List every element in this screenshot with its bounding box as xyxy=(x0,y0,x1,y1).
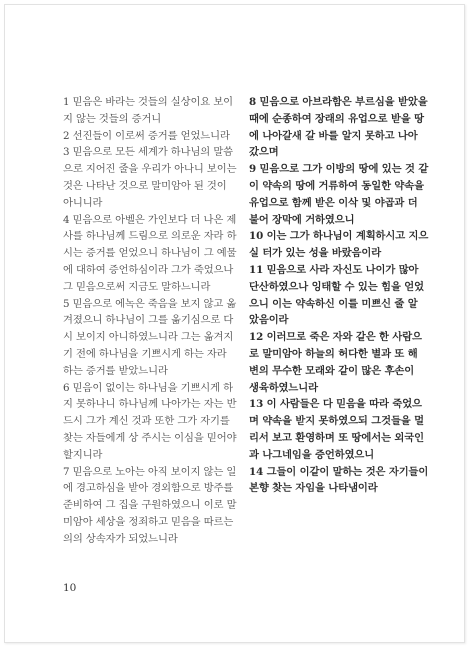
text-line: 9 믿음으로 그가 이방의 땅에 있는 것 같 xyxy=(249,163,429,176)
text-line: 에 대하여 증언하심이라 그가 죽었으나 xyxy=(63,263,234,276)
text-line: 8 믿음으로 아브라함은 부르심을 받았을 xyxy=(249,96,428,108)
text-line: 미암아 세상을 정죄하고 믿음을 따르는 xyxy=(63,515,234,528)
text-line: 과 나그네임을 증언하였으니 xyxy=(249,448,375,461)
text-line: 시는 증거를 얻었으니 하나님이 그 예물 xyxy=(63,247,237,260)
text-line: 이 약속의 땅에 거류하여 동일한 약속을 xyxy=(249,179,424,192)
text-line: 으니 이는 약속하신 이를 미쁘신 줄 알 xyxy=(249,297,418,310)
page-number: 10 xyxy=(63,582,77,594)
text-line: 13 이 사람들은 다 믿음을 따라 죽었으 xyxy=(249,398,422,411)
text-line: 본향 찾는 자임을 나타냄이라 xyxy=(249,482,378,495)
text-line: 으로 지어진 줄을 우리가 아나니 보이는 xyxy=(63,163,237,176)
text-line: 유업으로 함께 받은 이삭 및 야곱과 더 xyxy=(249,196,418,209)
text-line: 겨졌으니 하나님이 그를 옮기심으로 다 xyxy=(63,314,234,327)
text-line: 시 보이지 아니하였느니라 그는 옮겨지 xyxy=(63,331,234,344)
text-line: 기 전에 하나님을 기쁘시게 하는 자라 xyxy=(63,347,227,360)
text-line: 5 믿음으로 에녹은 죽음을 보지 않고 옮 xyxy=(63,297,237,310)
text-line: 실 터가 있는 성을 바랐음이라 xyxy=(249,247,382,260)
text-line: 변의 무수한 모래와 같이 많은 후손이 xyxy=(249,364,415,377)
text-line: 의의 상속자가 되었느니라 xyxy=(63,532,178,545)
text-line: 지 못하나니 하나님께 나아가는 자는 반 xyxy=(63,398,237,411)
text-line: 사를 하나님께 드림으로 의로운 자라 하 xyxy=(63,230,237,243)
text-line: 1 믿음은 바라는 것들의 실상이요 보이 xyxy=(63,96,234,108)
text-line: 드시 그가 계신 것과 또한 그가 자기를 xyxy=(63,415,230,428)
text-line: 6 믿음이 없이는 하나님을 기쁘시게 하 xyxy=(63,381,234,394)
text-line: 4 믿음으로 아벨은 가인보다 더 나은 제 xyxy=(63,213,237,226)
right-text-column xyxy=(249,94,427,497)
text-line: 14 그들이 이같이 말하는 것은 자기들이 xyxy=(249,465,429,478)
text-line: 3 믿음으로 모든 세계가 하나님의 말씀 xyxy=(63,146,234,159)
text-line: 단산하였으나 잉태할 수 있는 힘을 얻었 xyxy=(249,280,424,293)
text-line: 갔으며 xyxy=(249,146,279,159)
text-line: 불어 장막에 거하였으니 xyxy=(249,213,355,226)
text-line: 10 이는 그가 하나님이 계획하시고 지으 xyxy=(249,230,429,243)
text-line: 로 말미암아 하늘의 허다한 별과 또 해 xyxy=(249,347,418,360)
text-line: 며 약속을 받지 못하였으되 그것들을 멀 xyxy=(249,415,424,428)
text-line: 에 경고하심을 받아 경외함으로 방주를 xyxy=(63,482,234,495)
text-line: 생육하였느니라 xyxy=(249,381,318,394)
text-line: 12 이러므로 죽은 자와 같은 한 사람으 xyxy=(249,331,422,344)
text-line: 11 믿음으로 사라 자신도 나이가 많아 xyxy=(249,263,419,276)
text-line: 준비하여 그 집을 구원하였으니 이로 말 xyxy=(63,499,237,512)
text-line: 찾는 자들에게 상 주시는 이심을 믿어야 xyxy=(63,431,237,444)
text-line: 것은 나타난 것으로 말미암아 된 것이 xyxy=(63,179,227,192)
text-line: 아니니라 xyxy=(63,196,103,209)
text-line: 할지니라 xyxy=(63,448,103,461)
text-line: 지 않는 것들의 증거니 xyxy=(63,112,162,125)
text-line: 았음이라 xyxy=(249,314,289,327)
text-line: 에 나아갈새 갈 바를 알지 못하고 나아 xyxy=(249,129,418,142)
text-line: 리서 보고 환영하며 또 땅에서는 외국인 xyxy=(249,431,424,444)
left-text-column xyxy=(63,94,241,548)
text-line: 7 믿음으로 노아는 아직 보이지 않는 일 xyxy=(63,465,237,478)
text-line: 2 선진들이 이로써 증거를 얻었느니라 xyxy=(63,129,230,142)
text-line: 그 믿음으로써 지금도 말하느니라 xyxy=(63,280,211,293)
text-line: 때에 순종하여 장래의 유업으로 받을 땅 xyxy=(249,112,424,125)
text-line: 하는 증거를 받았느니라 xyxy=(63,364,168,377)
